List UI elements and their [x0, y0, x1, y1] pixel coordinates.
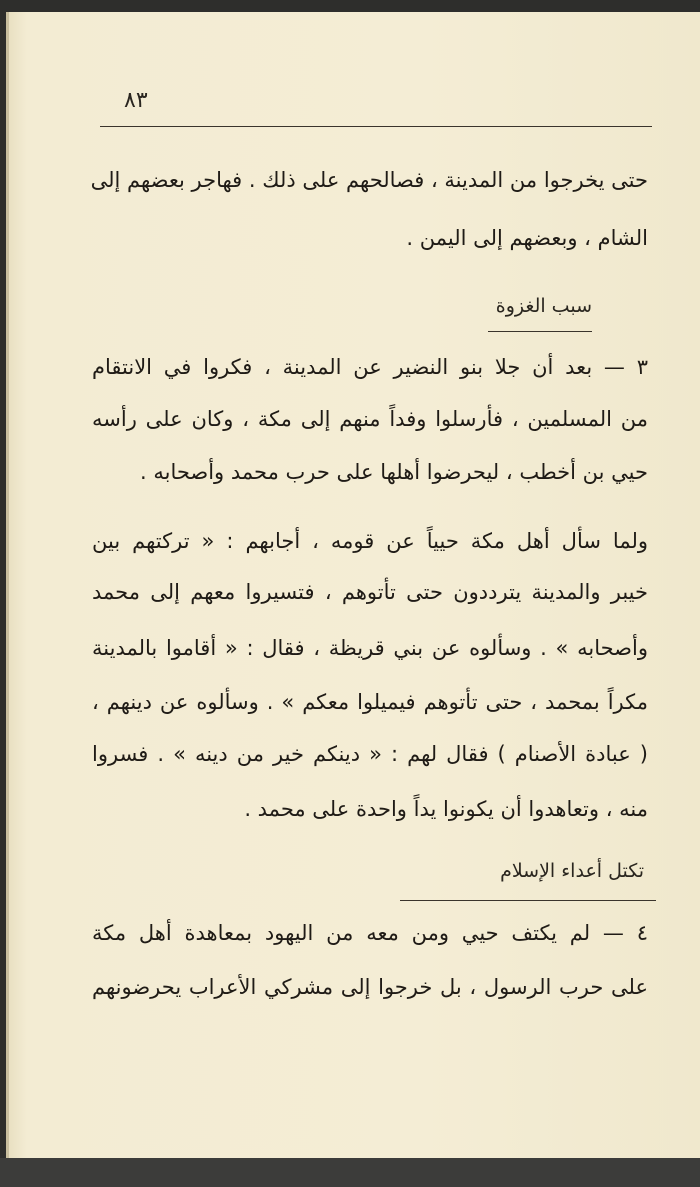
scan-bottom-edge: [0, 1158, 700, 1187]
section-heading-rule: [488, 331, 592, 332]
text-line-1: حتى يخرجوا من المدينة ، فصالحهم على ذلك . فهاجر بعضهم إلى: [90, 168, 648, 192]
section-heading-rule: [400, 900, 656, 901]
text-line-15: على حرب الرسول ، بل خرجوا إلى مشركي الأعراب يحرضونهم: [92, 975, 648, 999]
text-line-2: الشام ، وبعضهم إلى اليمن .: [406, 226, 648, 250]
text-line-12: منه ، وتعاهدوا أن يكونوا يداً واحدة على محمد .: [244, 797, 648, 821]
text-line-7: ولما سأل أهل مكة حيياً عن قومه ، أجابهم : « تركتهم بين: [92, 529, 648, 553]
header-rule: [100, 126, 652, 127]
page-number: ٨٣: [124, 88, 148, 113]
text-line-14: ٤ — لم يكتف حيي ومن معه من اليهود بمعاهدة أهل مكة: [92, 921, 648, 945]
text-line-8: خيبر والمدينة يترددون حتى تأتوهم ، فتسيروا معهم إلى محمد: [92, 580, 648, 604]
text-line-11: ( عبادة الأصنام ) فقال لهم : « دينكم خير من دينه » . فسروا: [92, 742, 648, 766]
text-line-5: من المسلمين ، فأرسلوا وفداً منهم إلى مكة ، وكان على رأسه: [92, 407, 648, 431]
text-line-9: وأصحابه » . وسألوه عن بني قريظة ، فقال : « أقاموا بالمدينة: [92, 636, 648, 660]
text-line-6: حيي بن أخطب ، ليحرضوا أهلها على حرب محمد وأصحابه .: [139, 460, 648, 484]
section-heading-alliance: تكتل أعداء الإسلام: [500, 860, 644, 882]
section-heading-cause: سبب الغزوة: [495, 295, 592, 317]
text-line-4: ٣ — بعد أن جلا بنو النضير عن المدينة ، فكروا في الانتقام: [92, 355, 648, 379]
text-line-10: مكراً بمحمد ، حتى تأتوهم فيميلوا معكم » . وسألوه عن دينهم ،: [92, 690, 648, 714]
